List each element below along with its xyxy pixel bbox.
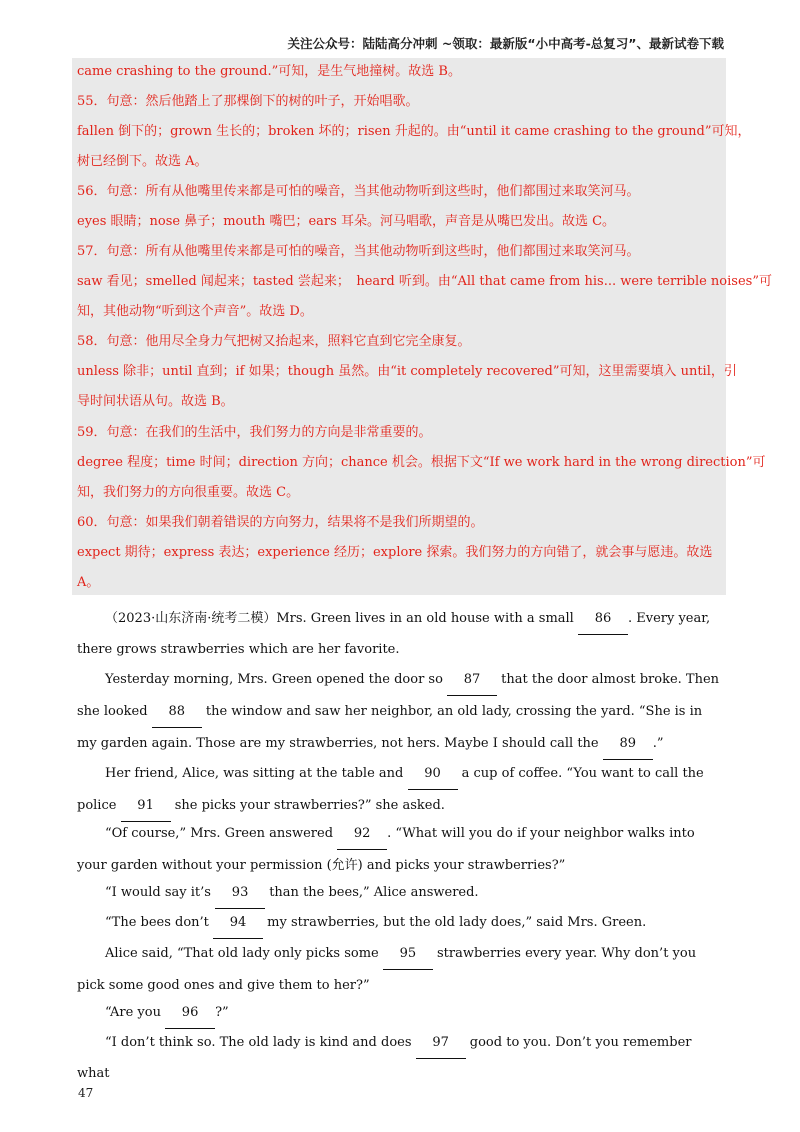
blank-93[interactable]: 93 [215,878,265,909]
passage-paragraph: “Are you 96 ?” [77,998,725,1029]
blank-89[interactable]: 89 [603,728,653,760]
answer-line: 导时间状语从句。故选 B。 [77,394,234,409]
blank-96[interactable]: 96 [165,998,215,1029]
passage-paragraph: “The bees don’t 94 my strawberries, but the old lady does,” said Mrs. Green. [77,908,725,939]
passage-paragraph: “I don’t think so. The old lady is kind and does 97 good to you. Don’t you remember what [77,1028,725,1089]
passage-paragraph: “I would say it’s 93 than the bees,” Alice answered. [77,878,725,909]
passage-paragraph: （2023·山东济南·统考二模）Mrs. Green lives in an old house with a small 86 . Every year, there grows strawberries which are her favorite. [77,604,725,665]
blank-87[interactable]: 87 [447,664,497,696]
page-header: 关注公众号：陆陆高分冲刺 ~领取：最新版“小中高考-总复习”、最新试卷下载 [287,36,724,51]
answer-line: 树已经倒下。故选 A。 [77,154,208,169]
answer-line: 57．句意：所有从他嘴里传来都是可怕的噪音，当其他动物听到这些时，他们都围过来取笑河马。 [77,244,640,259]
answer-line: eyes 眼睛；nose 鼻子；mouth 嘴巴；ears 耳朵。河马唱歌，声音是从嘴巴发出。故选 C。 [77,214,616,229]
answer-line: fallen 倒下的；grown 生长的；broken 坏的；risen 升起的。由“until it came crashing to the ground”可知， [77,124,751,139]
passage-paragraph: “Of course,” Mrs. Green answered 92 . “What will you do if your neighbor walks into your garden without your permission (允许) and picks your strawberries?” [77,818,725,881]
answer-line: unless 除非；until 直到；if 如果；though 虽然。由“it completely recovered”可知，这里需要填入 until，引 [77,364,737,379]
answer-line: degree 程度；time 时间；direction 方向；chance 机会。根据下文“If we work hard in the wrong direction”可 [77,455,766,470]
answer-line: expect 期待；express 表达；experience 经历；explore 探索。我们努力的方向错了，就会事与愿违。故选 [77,545,713,560]
blank-97[interactable]: 97 [416,1028,466,1059]
blank-86[interactable]: 86 [578,604,628,635]
answer-line: 60．句意：如果我们朝着错误的方向努力，结果将不是我们所期望的。 [77,515,484,530]
blank-95[interactable]: 95 [383,938,433,970]
answer-line: 58．句意：他用尽全身力气把树又抬起来，照料它直到它完全康复。 [77,334,471,349]
blank-92[interactable]: 92 [337,818,387,850]
passage-paragraph: Alice said, “That old lady only picks some 95 strawberries every year. Why don’t you pick some good ones and give them to her?” [77,938,725,1001]
answer-line: came crashing to the ground.”可知，是生气地撞树。故选 B。 [77,64,461,79]
passage-paragraph: Yesterday morning, Mrs. Green opened the door so 87 that the door almost broke. Then she looked 88 the window and saw her neighbor, an old lady, crossing the yard. “She is in my garden again. Those are my strawberries, not hers. Maybe I should call the 89 .” [77,664,725,760]
answer-line: 56．句意：所有从他嘴里传来都是可怕的噪音，当其他动物听到这些时，他们都围过来取笑河马。 [77,184,640,199]
blank-94[interactable]: 94 [213,908,263,939]
answer-line: 知，其他动物“听到这个声音”。故选 D。 [77,304,313,319]
blank-91[interactable]: 91 [121,790,171,822]
answer-line: 知，我们努力的方向很重要。故选 C。 [77,485,300,500]
blank-88[interactable]: 88 [152,696,202,728]
answer-line: A。 [77,575,100,590]
passage-paragraph: Her friend, Alice, was sitting at the table and 90 a cup of coffee. “You want to call the police 91 she picks your strawberries?” she asked. [77,758,725,822]
page-number: 47 [78,1086,94,1100]
answer-line: 59．句意：在我们的生活中，我们努力的方向是非常重要的。 [77,425,432,440]
answer-line: 55．句意：然后他踏上了那棵倒下的树的叶子，开始唱歌。 [77,94,419,109]
blank-90[interactable]: 90 [408,758,458,790]
answer-line: saw 看见；smelled 闻起来；tasted 尝起来； heard 听到。由“All that came from his... were terrible noises”可 [77,274,772,289]
